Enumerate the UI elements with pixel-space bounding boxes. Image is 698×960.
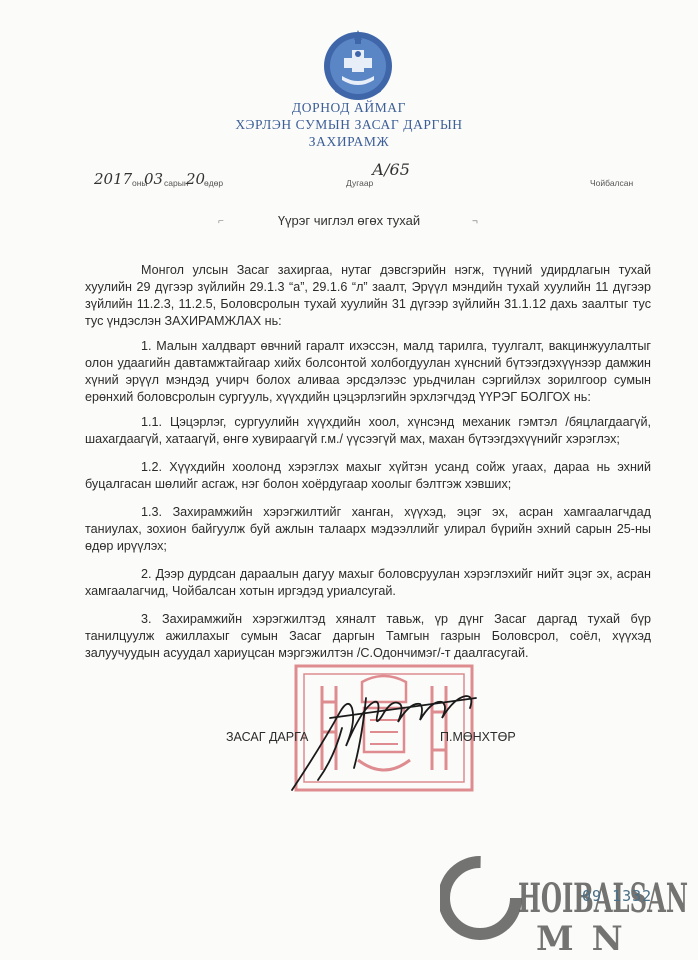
clause-3: 3. Захирамжийн хэрэгжилтэд хяналт тавьж, үр дүнг Засаг даргад тухай бүр танилцуулж ажиллахыг сумын Засаг даргын Тамгын газрын Боловсрол, соёл, хүүхэд залуучуудын асуудал хариуцсан мэргэжилтэн /С.Одончимэг/-т даалгасугай. <box>85 612 651 660</box>
day-label: өдөр <box>204 178 224 188</box>
document-number: А/65 <box>372 160 410 179</box>
issuer-province: ДОРНОД АЙМАГ <box>291 100 407 115</box>
site-watermark-logo <box>440 848 690 953</box>
clause-2: 2. Дээр дурдсан дараалын дагуу махыг боловсруулан хэрэглэхийг нийт эцэг эх, асран хамгаалагчид, Чойбалсан хотын иргэдэд уриалсугай. <box>85 567 651 598</box>
clause-1-2: 1.2. Хүүхдийн хоолонд хэрэглэх махыг хүйтэн усанд сойж угаах, дараа нь эхний буцалгасан шөлийг асгаж, нэг болон хоёрдугаар хоолыг бэлтгэж хэвших; <box>85 460 651 491</box>
place-name: Чойбалсан <box>590 178 634 188</box>
month-label: сарын <box>164 178 189 188</box>
issuer-office: ХЭРЛЭН СУМЫН ЗАСАГ ДАРГЫН <box>235 117 463 132</box>
title-bracket-right: ¬ <box>472 216 478 227</box>
document-title: Үүрэг чиглэл өгөх тухай <box>277 213 421 228</box>
signatory-name: П.МӨНХТӨР <box>440 730 516 744</box>
number-label: Дугаар <box>346 178 374 188</box>
svg-text:MN: MN <box>536 919 641 953</box>
serial-number: 09 1332 <box>582 887 653 905</box>
state-emblem-icon <box>318 24 398 104</box>
date-year: 2017 <box>94 170 133 188</box>
document-type: ЗАХИРАМЖ <box>308 134 390 149</box>
clause-1: 1. Малын халдварт өвчний гаралт ихэссэн, малд тарилга, туулгалт, вакцинжуулалтыг олон удаагийн давтамжтайгаар хийх болсонтой холбогдуулан хүнсний бүтээгдэхүүнээр дамжин хүний эрүүл мэндэд учирч болох аливаа эрсдэлээс урьдчилан сэргийлэх зорилгоор сумын ерөнхий боловсролын сургууль, хүүхдийн цэцэрлэгийн эрхлэгчдэд ҮҮРЭГ БОЛГОХ нь: <box>85 339 651 404</box>
clause-1-1: 1.1. Цэцэрлэг, сургуулийн хүүхдийн хоол, хүнсэнд механик гэмтэл /бяцлагдаагүй, шахагдаагүй, хатаагүй, өнгө хувираагүй г.м./ үүсээгүй мах, махан бүтээгдэхүүнийг хэрэглэх; <box>85 415 651 446</box>
preamble-paragraph: Монгол улсын Засаг захиргаа, нутаг дэвсгэрийн нэгж, түүний удирдлагын тухай хуулийн 29 дүгээр зүйлийн 29.1.3 “а”, 29.1.6 “л” заалт, Эрүүл мэндийн тухай хуулийн 11 дүгээр зүйлийн 11.2.3, 11.2.5, Боловсролын тухай хуулийн 31 дүгээр зүйлийн 31.1.12 дахь заалтыг тус тус үндэслэн ЗАХИРАМЖЛАХ нь: <box>85 263 651 328</box>
clause-1-3: 1.3. Захирамжийн хэрэгжилтийг ханган, хүүхэд, эцэг эх, асран хамгаалагчдад таниулах, зохион байгуулж буй ажлын талаарх мэдээллийг улирал бүрийн эхний сарын 25-ны өдөр ирүүлэх; <box>85 505 651 553</box>
year-label: оны <box>132 178 148 188</box>
date-month: 03 <box>144 170 164 188</box>
title-bracket-left: ⌐ <box>218 216 224 227</box>
date-day: 20 <box>186 170 206 188</box>
signatory-title: ЗАСАГ ДАРГА <box>226 730 309 744</box>
svg-text:HOIBALSAN: HOIBALSAN <box>518 875 688 922</box>
